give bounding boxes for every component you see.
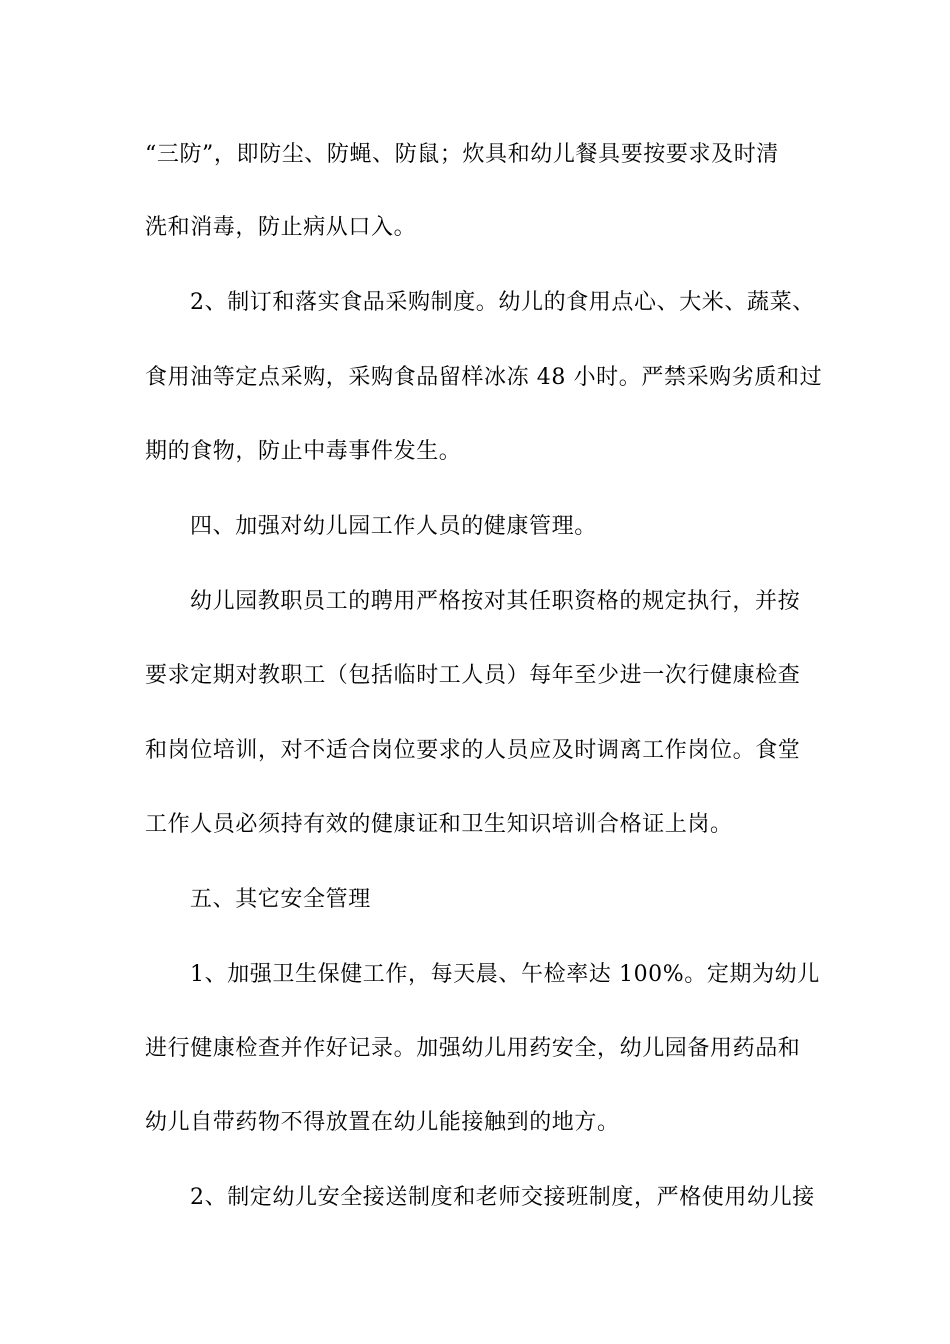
text-line: 2、制订和落实食品采购制度。幼儿的食用点心、大米、蔬菜、: [190, 290, 815, 315]
text-line: 和岗位培训，对不适合岗位要求的人员应及时调离工作岗位。食堂: [145, 738, 801, 763]
text-line: 幼儿自带药物不得放置在幼儿能接触到的地方。: [145, 1110, 620, 1135]
text-line: 洗和消毒，防止病从口入。: [145, 215, 417, 240]
text-line: 幼儿园教职员工的聘用严格按对其任职资格的规定执行，并按: [190, 589, 801, 614]
text-line: 工作人员必须持有效的健康证和卫生知识培训合格证上岗。: [145, 812, 733, 837]
text-line: 食用油等定点采购，采购食品留样冰冻 48 小时。严禁采购劣质和过: [145, 365, 823, 390]
text-line: 期的食物，防止中毒事件发生。: [145, 439, 462, 464]
text-line: 1、加强卫生保健工作，每天晨、午检率达 100%。定期为幼儿: [190, 962, 820, 987]
text-line: 进行健康检查并作好记录。加强幼儿用药安全，幼儿园备用药品和: [145, 1036, 801, 1061]
section-heading: 四、加强对幼儿园工作人员的健康管理。: [190, 514, 597, 539]
text-line: 2、制定幼儿安全接送制度和老师交接班制度，严格使用幼儿接: [190, 1185, 815, 1210]
text-line: “三防”，即防尘、防蝇、防鼠；炊具和幼儿餐具要按要求及时清: [145, 142, 779, 167]
text-line: 要求定期对教职工（包括临时工人员）每年至少进一次行健康检查: [145, 663, 801, 688]
section-heading: 五、其它安全管理: [190, 887, 371, 912]
